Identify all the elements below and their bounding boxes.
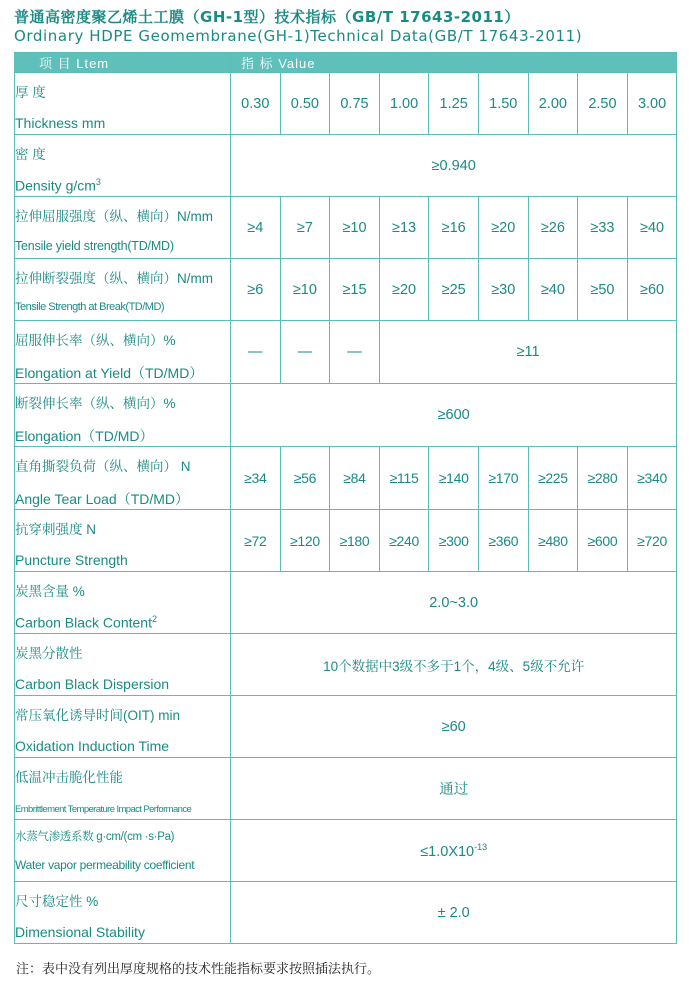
value-cell: ≥40 — [528, 259, 578, 321]
row-label-en: Embrittlement Temperature Impact Performance — [15, 804, 192, 815]
header-item: 项 目 Ltem — [15, 53, 231, 73]
row-label-en: Tensile yield strength(TD/MD) — [15, 239, 174, 253]
table-row-embrittlement — [15, 758, 677, 820]
superscript: 3 — [95, 177, 101, 187]
value-cell-merged: ≥600 — [231, 384, 677, 447]
table-row-oit — [15, 696, 677, 758]
value-cell: ≥170 — [478, 447, 528, 510]
value-cell-merged: ≤1.0X10 — [420, 843, 475, 860]
value-cell: ≥15 — [330, 259, 380, 321]
row-label-cn: 拉伸屈服强度（纵、横向）N/mm — [15, 209, 213, 224]
table-row-tensile-yield — [15, 197, 677, 259]
value-cell: ≥120 — [280, 510, 330, 572]
value-cell: ≥84 — [330, 447, 380, 510]
value-cell: ≥13 — [379, 197, 429, 259]
value-cell: ≥34 — [231, 447, 281, 510]
row-label-cn: 屈服伸长率（纵、横向）% — [15, 333, 176, 348]
value-cell: ≥300 — [429, 510, 479, 572]
value-cell: 1.00 — [379, 73, 429, 135]
table-row-angle-tear — [15, 447, 677, 510]
row-label-en: Elongation（TD/MD） — [15, 428, 154, 444]
row-label-cn: 厚 度 — [15, 85, 46, 100]
value-cell: ≥340 — [627, 447, 677, 510]
value-cell: ≥40 — [627, 197, 677, 259]
row-label-en: Oxidation Induction Time — [15, 738, 170, 754]
row-label-en: Tensile Strength at Break(TD/MD) — [15, 301, 165, 313]
row-label-en: Puncture Strength — [15, 552, 128, 568]
table-row-carbon-black-dispersion — [15, 634, 677, 696]
value-cell: ≥25 — [429, 259, 479, 321]
row-label-en: Dimensional Stability — [15, 924, 145, 940]
row-label-cn: 直角撕裂负荷（纵、横向） N — [15, 459, 191, 474]
table-row-elongation-yield — [15, 321, 677, 384]
value-cell: — — [330, 321, 380, 384]
value-cell: ≥50 — [578, 259, 628, 321]
row-label-cn: 拉伸断裂强度（纵、横向）N/mm — [15, 271, 213, 286]
row-label-cn: 炭黑含量 % — [15, 584, 85, 599]
table-row-puncture — [15, 510, 677, 572]
row-label-cn: 抗穿刺强度 N — [15, 522, 96, 537]
value-cell-merged: ≥60 — [231, 696, 677, 758]
table-row-carbon-black-content — [15, 572, 677, 634]
value-cell: ≥240 — [379, 510, 429, 572]
value-cell-merged: 10个数据中3级不多于1个，4级、5级不允许 — [231, 634, 677, 696]
value-cell: ≥33 — [578, 197, 628, 259]
value-cell: ≥20 — [478, 197, 528, 259]
table-row-thickness — [15, 73, 677, 135]
header-value: 指 标 Value — [231, 53, 677, 73]
footnote: 注：表中没有列出厚度规格的技术性能指标要求按照插法执行。 — [16, 962, 381, 977]
value-cell: ≥4 — [231, 197, 281, 259]
row-label-en: Thickness mm — [15, 115, 106, 131]
value-cell: — — [231, 321, 281, 384]
superscript: -13 — [474, 841, 488, 852]
row-label-cn: 尺寸稳定性 % — [15, 894, 99, 909]
row-label-en: Angle Tear Load（TD/MD） — [15, 491, 190, 507]
value-cell: ≥10 — [330, 197, 380, 259]
value-cell: ≥6 — [231, 259, 281, 321]
value-cell: 3.00 — [627, 73, 677, 135]
value-cell: 0.50 — [280, 73, 330, 135]
value-cell-merged: 2.0~3.0 — [231, 572, 677, 634]
value-cell: ≥115 — [379, 447, 429, 510]
row-label-cn: 水蒸气渗透系数 g·cm/(cm ·s·Pa) — [15, 831, 175, 843]
row-label-en: Water vapor permeability coefficient — [15, 858, 195, 872]
value-cell-merged: ± 2.0 — [231, 882, 677, 944]
value-cell: ≥72 — [231, 510, 281, 572]
value-cell: ≥16 — [429, 197, 479, 259]
value-cell: ≥600 — [578, 510, 628, 572]
row-label-en: Carbon Black Content — [15, 614, 152, 631]
row-label-cn: 炭黑分散性 — [15, 646, 83, 661]
value-cell: ≥480 — [528, 510, 578, 572]
value-cell: 2.50 — [578, 73, 628, 135]
row-label-cn: 密 度 — [15, 147, 46, 162]
value-cell-merged: ≥11 — [379, 321, 677, 384]
table-row-elongation-break — [15, 384, 677, 447]
table-row-tensile-break — [15, 259, 677, 321]
value-cell: ≥360 — [478, 510, 528, 572]
spec-table — [14, 52, 677, 944]
value-cell: — — [280, 321, 330, 384]
value-cell: ≥26 — [528, 197, 578, 259]
row-label-cn: 常压氧化诱导时间(OIT) min — [15, 708, 180, 723]
value-cell: ≥20 — [379, 259, 429, 321]
row-label-en: Carbon Black Dispersion — [15, 676, 170, 692]
value-cell-merged: 通过 — [231, 758, 677, 820]
value-cell: 0.75 — [330, 73, 380, 135]
value-cell: 0.30 — [231, 73, 281, 135]
value-cell: ≥140 — [429, 447, 479, 510]
value-cell: 1.50 — [478, 73, 528, 135]
value-cell: 2.00 — [528, 73, 578, 135]
table-row-water-vapor — [15, 820, 677, 882]
value-cell: ≥56 — [280, 447, 330, 510]
value-cell: ≥60 — [627, 259, 677, 321]
row-label-en: Density g/cm — [15, 177, 96, 194]
superscript: 2 — [151, 614, 157, 624]
value-cell: ≥180 — [330, 510, 380, 572]
row-label-en: Elongation at Yield（TD/MD） — [15, 365, 204, 381]
value-cell: ≥10 — [280, 259, 330, 321]
value-cell: 1.25 — [429, 73, 479, 135]
table-row-dimensional-stability — [15, 882, 677, 944]
value-cell: ≥225 — [528, 447, 578, 510]
table-row-density — [15, 135, 677, 197]
value-cell-merged: ≥0.940 — [231, 135, 677, 197]
value-cell: ≥280 — [578, 447, 628, 510]
value-cell: ≥7 — [280, 197, 330, 259]
title-english: Ordinary HDPE Geomembrane(GH-1)Technical Data(GB/T 17643-2011) — [14, 27, 583, 45]
row-label-cn: 低温冲击脆化性能 — [15, 770, 123, 785]
value-cell: ≥720 — [627, 510, 677, 572]
title-chinese: 普通高密度聚乙烯土工膜（GH-1型）技术指标（GB/T 17643-2011） — [14, 8, 520, 26]
row-label-cn: 断裂伸长率（纵、横向）% — [15, 396, 176, 411]
value-cell: ≥30 — [478, 259, 528, 321]
